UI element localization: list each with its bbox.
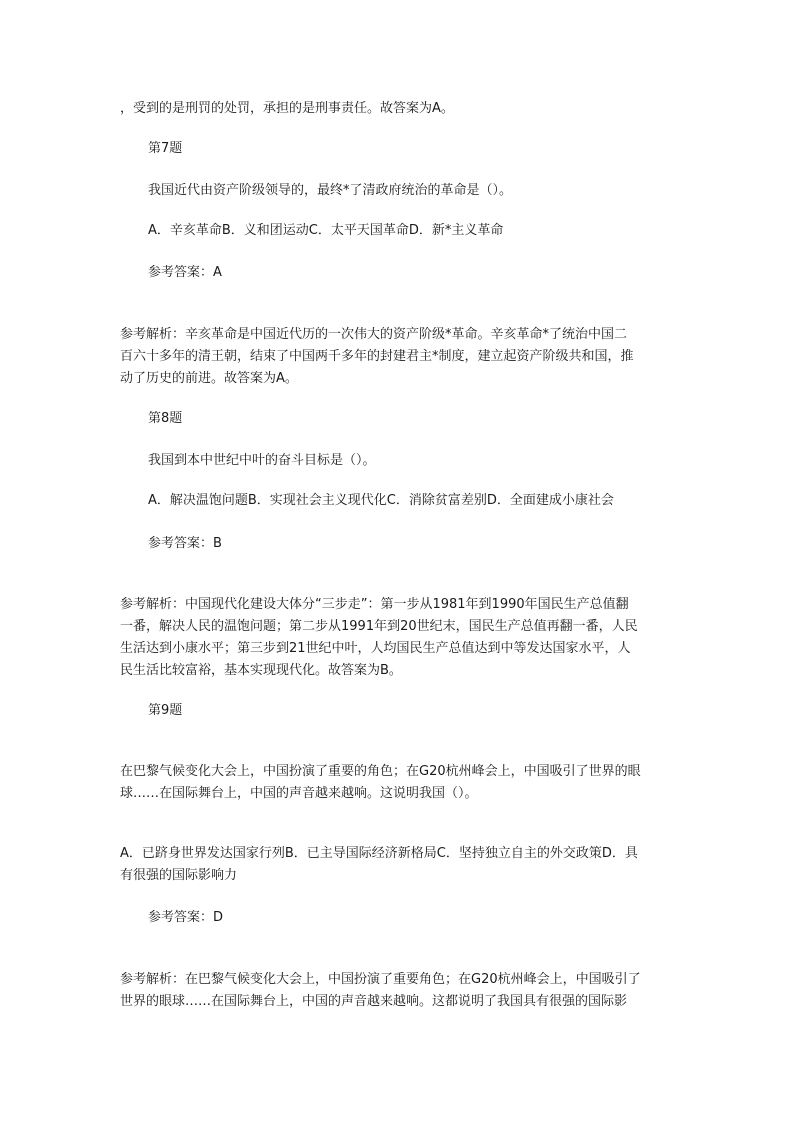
reference-answer: 参考答案：A xyxy=(148,265,222,280)
analysis-line: 百六十多年的清王朝，结束了中国两千多年的封建君主*制度，建立起资产阶级共和国，推 xyxy=(120,349,634,364)
question-stem-line: 球……在国际舞台上，中国的声音越来越响。这说明我国（）。 xyxy=(120,786,478,801)
analysis-line: 一番，解决人民的温饱问题；第二步从1991年到20世纪末，国民生产总值再翻一番，人民 xyxy=(120,619,638,634)
analysis-line: 参考解析：辛亥革命是中国近代历的一次伟大的资产阶级*革命。辛亥革命*了统治中国二 xyxy=(120,327,628,342)
question-options: A．辛亥革命B．义和团运动C．太平天国革命D．新*主义革命 xyxy=(148,223,504,238)
question-number: 第8题 xyxy=(148,411,183,426)
analysis-line: 世界的眼球……在国际舞台上，中国的声音越来越响。这都说明了我国具有很强的国际影 xyxy=(120,994,628,1009)
question-options-line: 有很强的国际影响力 xyxy=(120,868,238,883)
question-stem: 我国近代由资产阶级领导的，最终*了清政府统治的革命是（）。 xyxy=(148,183,513,198)
analysis-line: 参考解析：在巴黎气候变化大会上，中国扮演了重要角色；在G20杭州峰会上，中国吸引了 xyxy=(120,972,641,987)
analysis-line: 生活达到小康水平；第三步到21世纪中叶，人均国民生产总值达到中等发达国家水平，人 xyxy=(120,641,631,656)
analysis-line: 参考解析：中国现代化建设大体分“三步走”：第一步从1981年到1990年国民生产总值翻 xyxy=(120,597,629,612)
question-stem-line: 在巴黎气候变化大会上，中国扮演了重要的角色；在G20杭州峰会上，中国吸引了世界的眼 xyxy=(120,764,641,779)
analysis-line: 民生活比较富裕，基本实现现代化。故答案为B。 xyxy=(120,663,402,678)
analysis-line: 动了历史的前进。故答案为A。 xyxy=(120,371,298,386)
question-number: 第7题 xyxy=(148,141,183,156)
reference-answer: 参考答案：B xyxy=(148,536,222,551)
reference-answer: 参考答案：D xyxy=(148,910,224,925)
intro-tail: ，受到的是刑罚的处罚，承担的是刑事责任。故答案为A。 xyxy=(120,101,454,116)
question-stem: 我国到本中世纪中叶的奋斗目标是（）。 xyxy=(148,453,376,468)
question-number: 第9题 xyxy=(148,703,183,718)
question-options-line: A．已跻身世界发达国家行列B．已主导国际经济新格局C．坚持独立自主的外交政策D．具 xyxy=(120,846,638,861)
question-options: A．解决温饱问题B．实现社会主义现代化C．消除贫富差别D．全面建成小康社会 xyxy=(148,493,614,508)
